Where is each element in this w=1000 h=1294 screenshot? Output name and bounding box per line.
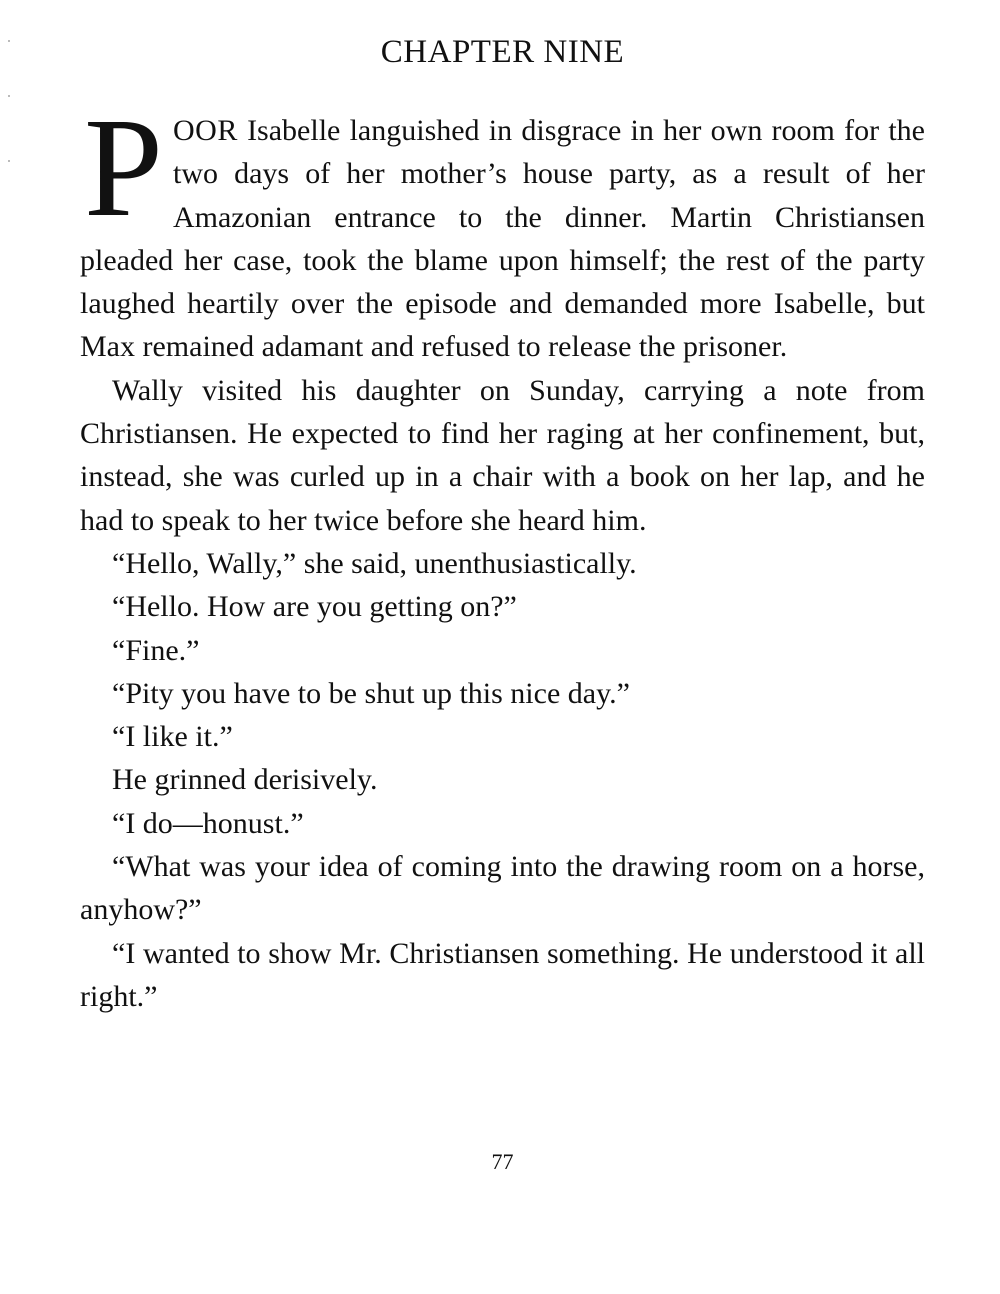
book-page bbox=[80, 0, 925, 1294]
dialogue-line: “I like it.” bbox=[112, 720, 233, 754]
scan-speck bbox=[8, 160, 10, 162]
lead-word: OOR bbox=[172, 114, 238, 147]
opening-paragraph bbox=[80, 88, 925, 369]
paragraph-wally-visit: Wally visited his daughter on Sunday, carrying a note from Christiansen. He expected to find her raging at her confinement, but, instead, she was curled up in a chair with a book on her lap, and he had to speak to her twice before she heard him. bbox=[80, 373, 925, 537]
dialogue-line: “Hello. How are you getting on?” bbox=[112, 590, 517, 624]
chapter-title: CHAPTER NINE bbox=[380, 34, 625, 70]
dialogue-line: “I wanted to show Mr. Christiansen something. He understood it all right.” bbox=[80, 936, 925, 1013]
scan-speck bbox=[8, 40, 10, 42]
body-text bbox=[80, 88, 925, 1018]
dialogue-line: “I do—honust.” bbox=[112, 806, 304, 840]
drop-cap: P bbox=[84, 88, 163, 246]
dialogue-line: “Pity you have to be shut up this nice day.” bbox=[112, 676, 630, 710]
narration-line: He grinned derisively. bbox=[112, 763, 378, 797]
scan-speck bbox=[8, 95, 10, 97]
page-number: 77 bbox=[491, 1149, 514, 1174]
opening-text: Isabelle languished in disgrace in her own room for the two days of her mother’s house party, as a result of her Amazonian entrance to the dinner. Martin Christiansen pleaded her case, took the blame upon himself; the rest of the party laughed heartily over the episode and demanded more Isabelle, but Max remained adamant and refused to release the prisoner. bbox=[80, 114, 925, 364]
dialogue-line: “Fine.” bbox=[112, 633, 200, 667]
dialogue-line: “Hello, Wally,” she said, unenthusiastically. bbox=[112, 546, 637, 580]
dialogue-line: “What was your idea of coming into the drawing room on a horse, anyhow?” bbox=[80, 850, 925, 927]
